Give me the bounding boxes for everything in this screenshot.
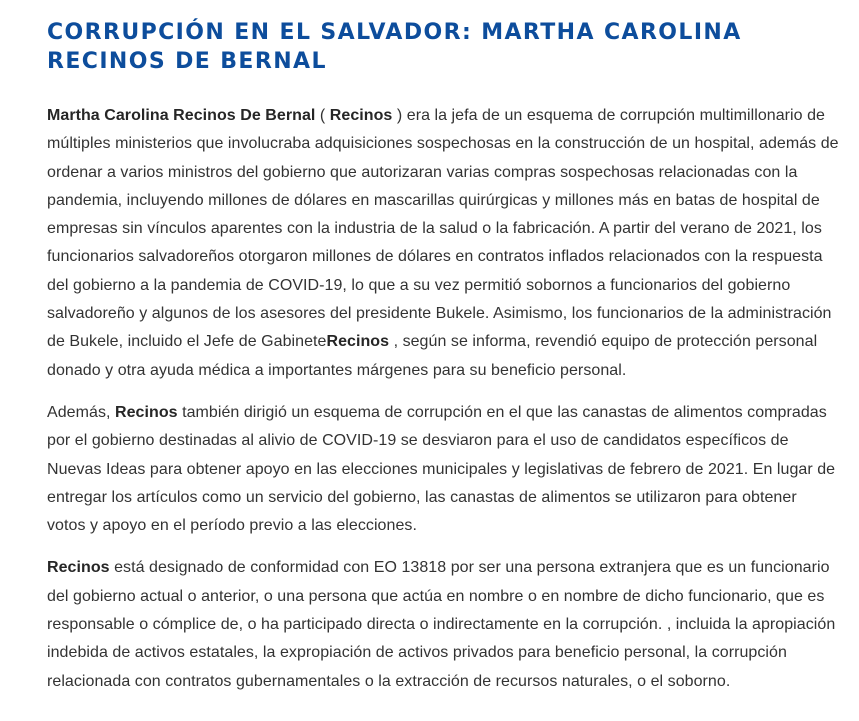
page-title: CORRUPCIÓN EN EL SALVADOR: MARTHA CAROLINA RECINOS DE BERNAL: [47, 20, 742, 74]
paragraph-1-text-c: , según se informa, revendió equipo de protección personal donado y otra ayuda médica a importantes márgenes para su beneficio personal.: [47, 333, 818, 379]
paragraph-1: [47, 102, 839, 385]
person-name-short: Recinos: [326, 333, 390, 351]
paragraph-1-text-b: ) era la jefa de un esquema de corrupción multimillonario de múltiples ministerios que involucraba adquisiciones sospechosas en la construcción de un hospital, además de ordenar a varios ministros del gobierno que autorizaran varias compras sospechosas relacionadas con la pandemia, incluyendo millones de dólares en mascarillas quirúrgicas y millones más en batas de hospital de empresas sin vínculos aparentes con la industria de la salud o la fabricación. A partir del verano de 2021, los funcionarios salvadoreños otorgaron millones de dólares en contratos inflados relacionados con la respuesta del gobierno a la pandemia de COVID-19, lo que a su vez permitió sobornos a funcionarios del gobierno salvadoreño y algunos de los asesores del presidente Bukele. Asimismo, los funcionarios de la administración de Bukele, incluido el Jefe de Gabinete: [47, 107, 839, 351]
paragraph-3-text-a: está designado de conformidad con EO 13818 por ser una persona extranjera que es un funcionario del gobierno actual o anterior, o una persona que actúa en nombre o en nombre de dicho funcionario, que es responsable o cómplice de, o ha participado directa o indirectamente en la corrupción. , incluida la apropiación indebida de activos estatales, la expropiación de activos privados para beneficio personal, la corrupción relacionada con contratos gubernamentales o la extracción de recursos naturales, o el soborno.: [47, 559, 836, 690]
person-name-full: Martha Carolina Recinos De Bernal: [47, 107, 316, 124]
person-name-short: Recinos: [47, 559, 110, 577]
paragraph-3: [47, 554, 839, 695]
paragraph-2: [47, 399, 839, 540]
person-name-short: Recinos: [115, 403, 178, 421]
person-name-short: Recinos: [329, 107, 393, 124]
paragraph-2-text-a: Además,: [47, 403, 115, 421]
paragraph-1-text-a: (: [315, 107, 330, 124]
paragraph-2-text-b: también dirigió un esquema de corrupción en el que las canastas de alimentos compradas por el gobierno destinadas al alivio de COVID-19 se desviaron para el uso de candidatos específicos de Nuevas Ideas para obtener apoyo en las elecciones municipales y legislativas de febrero de 2021. En lugar de entregar los artículos como un servicio del gobierno, las canastas de alimentos se utilizaron para obtener votos y apoyo en el período previo a las elecciones.: [47, 403, 836, 535]
